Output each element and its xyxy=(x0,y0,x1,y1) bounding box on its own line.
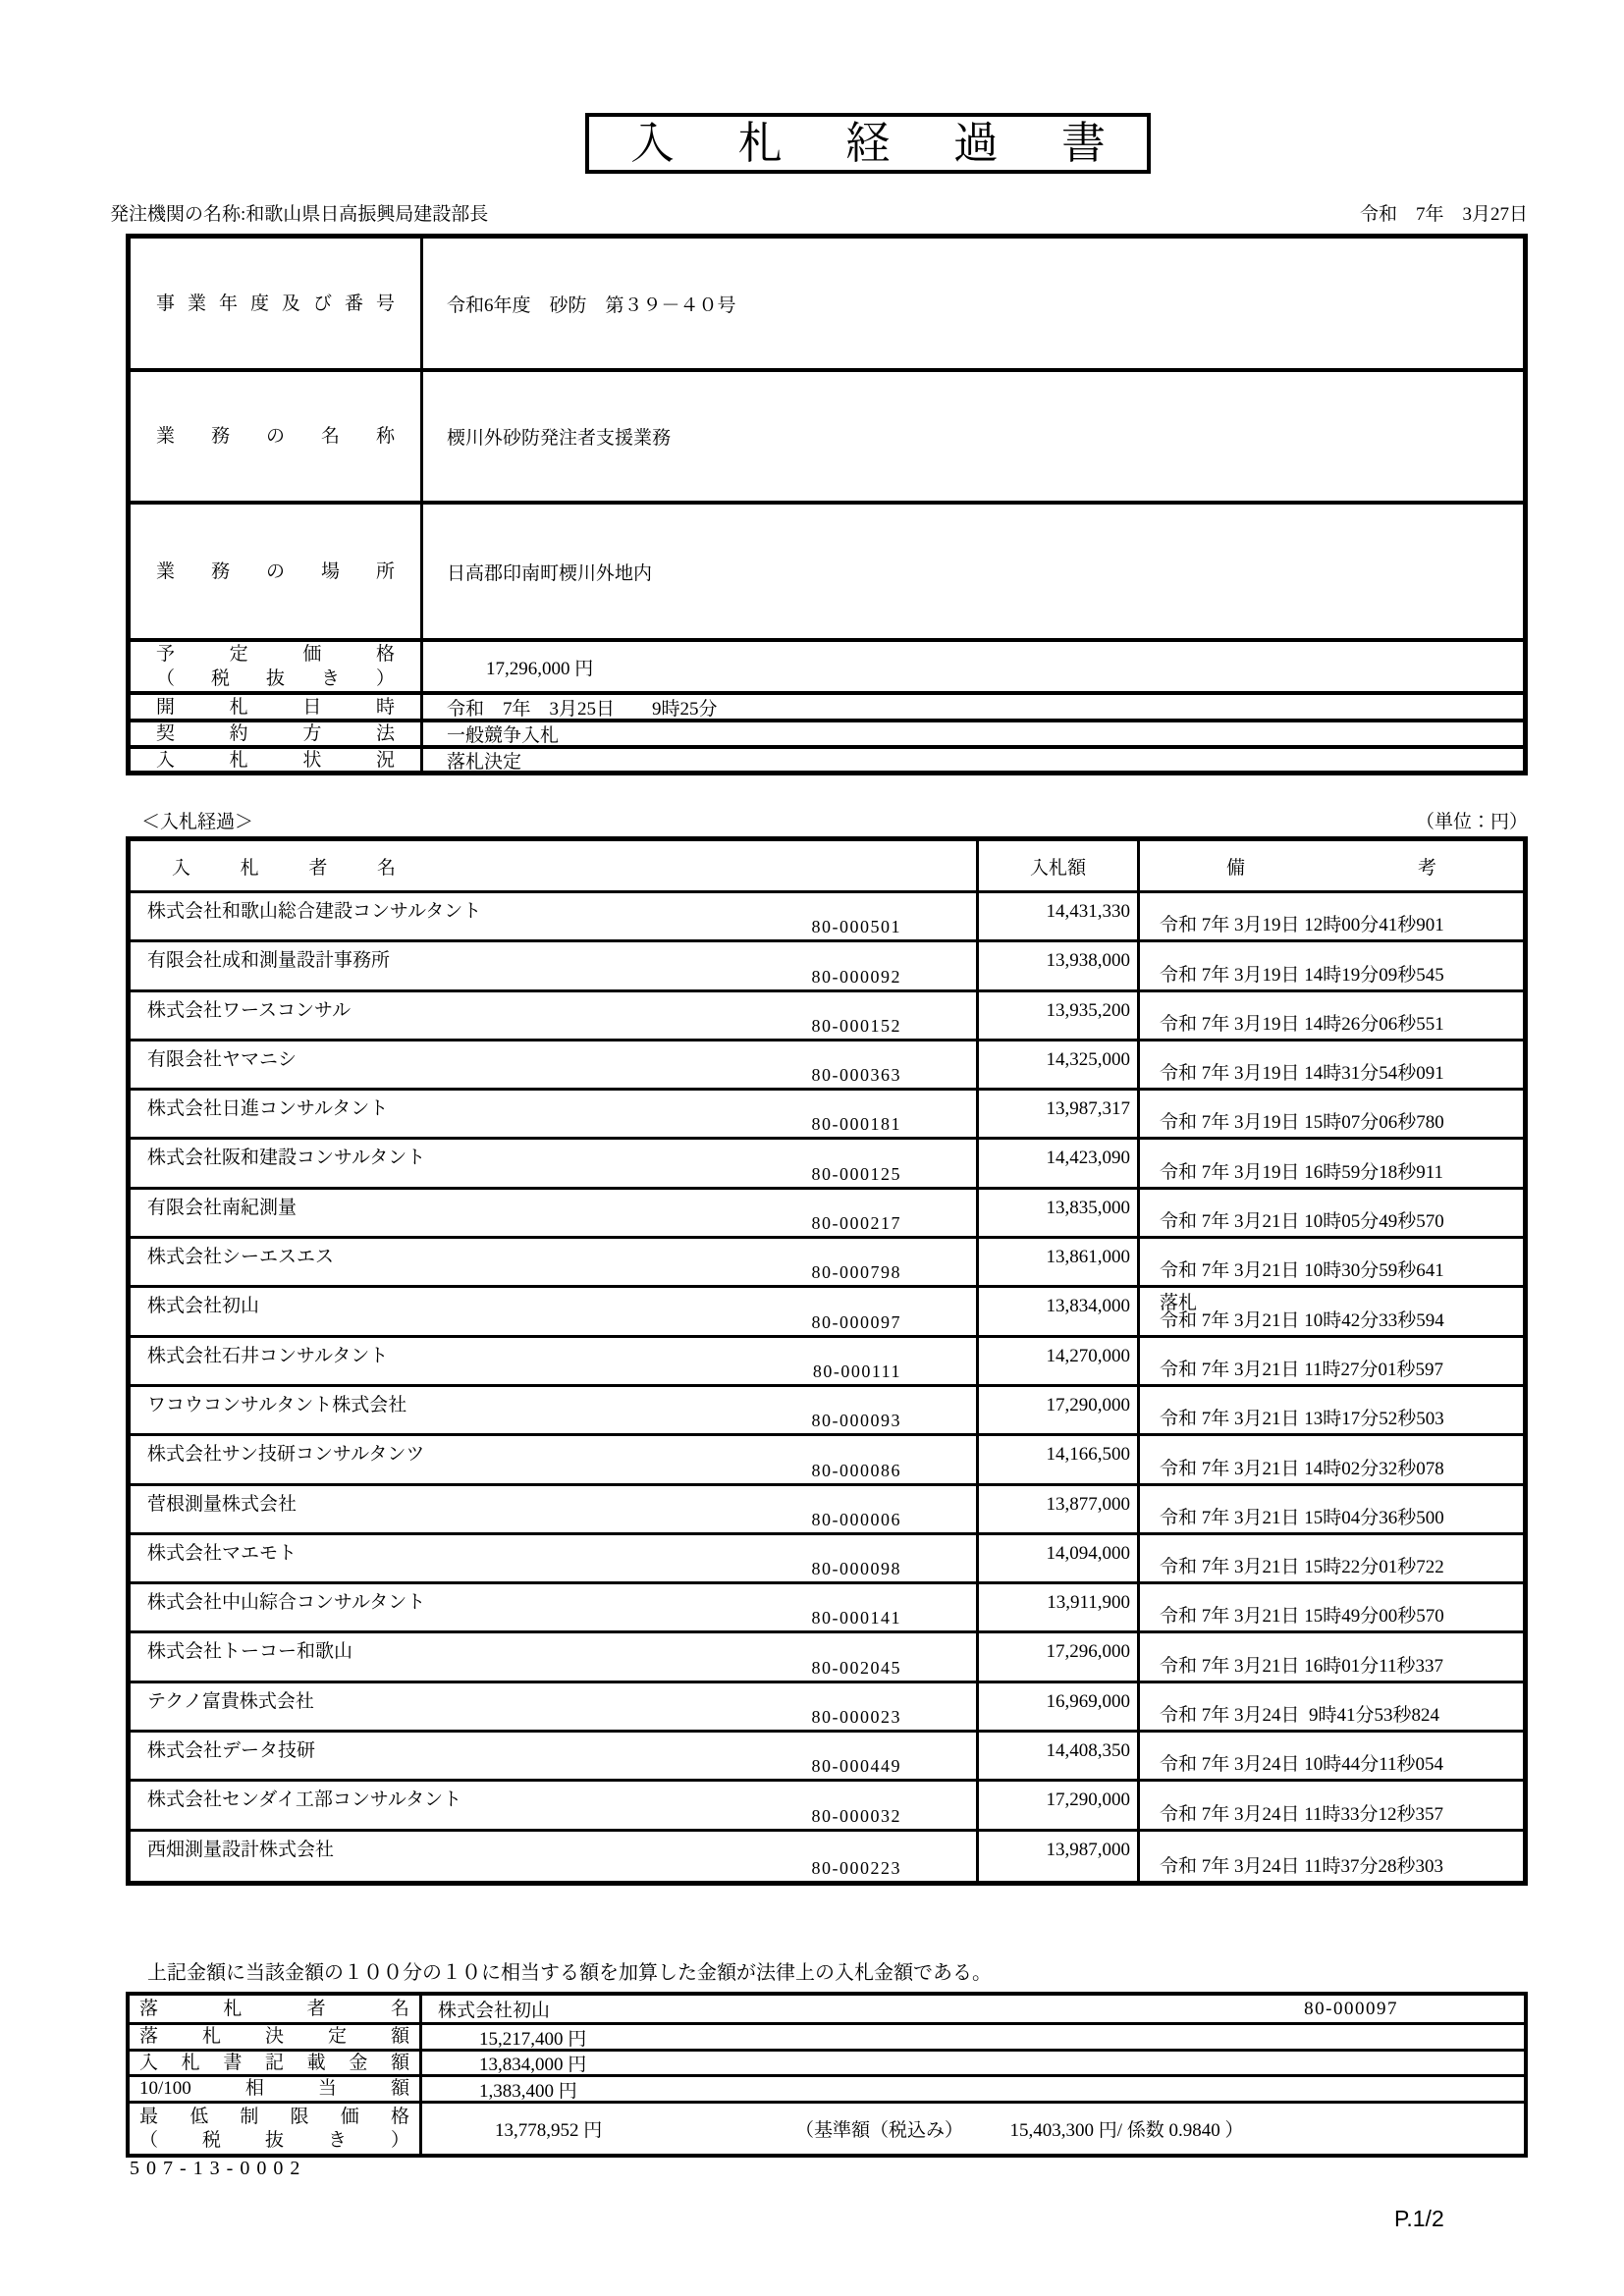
bidder-name: 有限会社南紀測量 xyxy=(147,1197,298,1218)
project-row-opening-datetime xyxy=(131,691,1523,719)
project-label: 開札日時 xyxy=(131,695,423,719)
legal-note: 上記金額に当該金額の１００分の１０に相当する額を加算した金額が法律上の入札金額である。 xyxy=(147,1962,992,1984)
bid-amount: 13,834,000 xyxy=(1046,1296,1130,1317)
bid-remark-cell xyxy=(1140,1288,1523,1334)
bidder-name-cell xyxy=(131,1436,979,1482)
bidder-name-cell xyxy=(131,1486,979,1532)
bid-timestamp: 令和 7年 3月21日 15時49分00秒570 xyxy=(1160,1606,1444,1628)
bid-timestamp: 令和 7年 3月21日 15時22分01秒722 xyxy=(1160,1557,1444,1578)
result-row-ten-percent xyxy=(130,2074,1524,2101)
bidder-code: 80-000023 xyxy=(811,1707,901,1728)
bidder-name-cell xyxy=(131,1535,979,1581)
bid-remark-cell xyxy=(1140,942,1523,988)
bid-table-row xyxy=(131,992,1523,1041)
bid-timestamp: 令和 7年 3月21日 11時27分01秒597 xyxy=(1160,1359,1444,1380)
bidder-code: 80-000092 xyxy=(811,966,901,987)
bidder-name-cell xyxy=(131,1683,979,1730)
bid-table-row xyxy=(131,1486,1523,1535)
minimum-price-value: 13,778,952 円 xyxy=(495,2120,603,2141)
bid-timestamp: 令和 7年 3月21日 16時01分11秒337 xyxy=(1160,1655,1444,1677)
bid-remark-cell xyxy=(1140,1091,1523,1137)
base-amount-note: （基準額（税込み） 15,403,300 円/ 係数 0.9840 ） xyxy=(795,2120,1244,2141)
bidder-name-cell xyxy=(131,1239,979,1285)
bid-table-row xyxy=(131,1683,1523,1733)
result-row-award-amount xyxy=(130,2022,1524,2049)
bid-amount-cell xyxy=(979,1633,1140,1680)
bid-remark-cell xyxy=(1140,1190,1523,1236)
bid-amount-cell xyxy=(979,1338,1140,1384)
bidder-name: 菅根測量株式会社 xyxy=(147,1493,298,1515)
bid-remark-cell xyxy=(1140,1338,1523,1384)
bid-amount: 14,431,330 xyxy=(1046,901,1130,922)
bid-remark-cell xyxy=(1140,1832,1523,1881)
bidder-name: 株式会社シーエスエス xyxy=(147,1247,335,1268)
bid-timestamp: 令和 7年 3月24日 9時41分53秒824 xyxy=(1160,1705,1440,1727)
project-value: 樮川外砂防発注者支援業務 xyxy=(447,428,672,449)
bid-amount-cell xyxy=(979,1239,1140,1285)
bidder-code: 80-000152 xyxy=(811,1015,901,1036)
bidder-name-cell xyxy=(131,1041,979,1088)
bid-remark-cell xyxy=(1140,893,1523,939)
bid-amount: 13,938,000 xyxy=(1046,950,1130,972)
bid-table-row xyxy=(131,1832,1523,1881)
bidder-code: 80-000086 xyxy=(811,1460,901,1480)
bid-amount: 17,296,000 xyxy=(1046,1641,1130,1663)
bid-table-row xyxy=(131,1733,1523,1782)
bidder-name: テクノ富貴株式会社 xyxy=(147,1690,314,1712)
bid-amount: 13,987,317 xyxy=(1046,1098,1130,1120)
bidder-name-cell xyxy=(131,1338,979,1384)
bid-amount-cell xyxy=(979,893,1140,939)
project-row-contract-method xyxy=(131,719,1523,745)
result-label: 落札決定額 xyxy=(130,2025,422,2049)
document-header xyxy=(110,202,1528,228)
bidder-name: 西畑測量設計株式会社 xyxy=(147,1839,335,1860)
bid-table-row xyxy=(131,942,1523,991)
bid-amount: 13,987,000 xyxy=(1046,1839,1130,1860)
bid-amount-cell xyxy=(979,1041,1140,1088)
bid-amount: 14,408,350 xyxy=(1046,1740,1130,1762)
bidder-name-cell xyxy=(131,1140,979,1186)
bid-remark-cell xyxy=(1140,1140,1523,1186)
bidder-code: 80-000098 xyxy=(811,1559,901,1579)
bid-table-body xyxy=(131,893,1523,1881)
bid-timestamp: 令和 7年 3月19日 15時07分06秒780 xyxy=(1160,1112,1444,1134)
bidder-name: 株式会社データ技研 xyxy=(147,1740,316,1762)
bid-section-heading xyxy=(126,807,1528,833)
bidder-name: 株式会社トーコー和歌山 xyxy=(147,1641,353,1663)
document-date: 令和 7年 3月27日 xyxy=(1359,204,1528,225)
ordering-agency: 発注機関の名称:和歌山県日高振興局建設部長 xyxy=(110,204,489,225)
document-code: 507-13-0002 xyxy=(130,2158,307,2179)
project-row-bid-status xyxy=(131,745,1523,771)
bid-remark-cell xyxy=(1140,1239,1523,1285)
bid-remark-cell xyxy=(1140,1584,1523,1630)
bidder-name: 株式会社中山綜合コンサルタント xyxy=(147,1592,426,1614)
document-title-box xyxy=(585,113,1151,174)
bid-amount-cell xyxy=(979,1733,1140,1779)
bidder-name: 有限会社ヤマニシ xyxy=(147,1048,298,1070)
unit-note: （単位：円） xyxy=(1415,812,1528,832)
result-label: 最低制限価格 （ 税 抜 き ） xyxy=(130,2104,422,2154)
result-label: 落札者名 xyxy=(130,1996,422,2022)
bid-amount-cell xyxy=(979,1832,1140,1881)
bidder-code: 80-000217 xyxy=(811,1213,901,1234)
bidder-name-cell xyxy=(131,893,979,939)
bid-amount-cell xyxy=(979,1584,1140,1630)
bidder-name: 株式会社初山 xyxy=(147,1296,260,1317)
bid-amount-cell xyxy=(979,1140,1140,1186)
project-row-fiscal xyxy=(131,239,1523,368)
bid-amount-cell xyxy=(979,1387,1140,1433)
bid-remark-cell xyxy=(1140,1733,1523,1779)
project-label: 業務の場所 xyxy=(131,505,423,638)
bidder-name-cell xyxy=(131,1733,979,1779)
bid-amount-cell xyxy=(979,1683,1140,1730)
bid-table-row xyxy=(131,1190,1523,1239)
award-label: 落札 xyxy=(1160,1293,1198,1314)
bid-amount-cell xyxy=(979,1486,1140,1532)
bid-timestamp: 令和 7年 3月21日 10時42分33秒594 xyxy=(1160,1309,1444,1331)
bidder-name: 有限会社成和測量設計事務所 xyxy=(147,950,391,972)
result-value xyxy=(422,2104,1524,2154)
project-row-planned-price xyxy=(131,638,1523,691)
result-value: 1,383,400 円 xyxy=(479,2080,577,2102)
award-result-table xyxy=(126,1992,1528,2158)
bidder-code: 80-000111 xyxy=(812,1361,901,1381)
bid-remark-cell xyxy=(1140,1782,1523,1828)
col-header-bid-amount: 入札額 xyxy=(979,841,1140,890)
bid-table-row xyxy=(131,1436,1523,1485)
bid-amount: 13,935,200 xyxy=(1046,999,1130,1021)
bid-timestamp: 令和 7年 3月21日 14時02分32秒078 xyxy=(1160,1458,1444,1479)
bidder-name-cell xyxy=(131,942,979,988)
project-value: 令和 7年 3月25日 9時25分 xyxy=(447,698,718,720)
bid-timestamp: 令和 7年 3月19日 14時19分09秒545 xyxy=(1160,964,1444,986)
bid-table-row xyxy=(131,1041,1523,1091)
bid-remark-cell xyxy=(1140,1535,1523,1581)
bidder-name-cell xyxy=(131,1584,979,1630)
bid-amount-cell xyxy=(979,942,1140,988)
bid-remark-cell xyxy=(1140,1436,1523,1482)
bid-remark-cell xyxy=(1140,992,1523,1039)
result-row-winner xyxy=(130,1996,1524,2022)
bid-timestamp: 令和 7年 3月19日 14時26分06秒551 xyxy=(1160,1013,1444,1035)
project-value: 令和6年度 砂防 第３９－４０号 xyxy=(447,294,736,316)
bid-table-header-row xyxy=(131,841,1523,893)
bid-timestamp: 令和 7年 3月19日 16時59分18秒911 xyxy=(1160,1161,1444,1183)
bidder-name-cell xyxy=(131,1091,979,1137)
winner-name: 株式会社初山 xyxy=(438,2001,551,2021)
bid-table xyxy=(126,836,1528,1886)
bid-amount: 14,270,000 xyxy=(1046,1345,1130,1366)
bid-table-row xyxy=(131,1584,1523,1633)
bid-table-row xyxy=(131,1140,1523,1189)
result-label: 入札書記載金額 xyxy=(130,2052,422,2074)
bid-table-row xyxy=(131,1633,1523,1682)
project-label: 予定価格 （ 税 抜 き ） xyxy=(131,642,423,691)
bid-table-row xyxy=(131,1387,1523,1436)
bid-remark-cell xyxy=(1140,1683,1523,1730)
bid-timestamp: 令和 7年 3月19日 14時31分54秒091 xyxy=(1160,1063,1444,1085)
project-label: 事業年度及び番号 xyxy=(131,239,423,368)
bidder-code: 80-000363 xyxy=(811,1065,901,1086)
bid-amount: 13,877,000 xyxy=(1046,1493,1130,1515)
bid-timestamp: 令和 7年 3月24日 11時33分12秒357 xyxy=(1160,1803,1444,1825)
project-value: 落札決定 xyxy=(447,751,522,773)
result-value: 15,217,400 円 xyxy=(479,2028,587,2050)
bid-table-row xyxy=(131,1239,1523,1288)
bid-section-title: ＜入札経過＞ xyxy=(141,812,254,832)
bid-amount: 13,861,000 xyxy=(1046,1247,1130,1268)
bidder-name: 株式会社石井コンサルタント xyxy=(147,1345,389,1366)
bidder-name: 株式会社和歌山総合建設コンサルタント xyxy=(147,901,482,922)
bidder-code: 80-000449 xyxy=(811,1756,901,1777)
project-label: 契約方法 xyxy=(131,722,423,745)
bid-amount: 16,969,000 xyxy=(1046,1690,1130,1712)
project-label: 業務の名称 xyxy=(131,372,423,501)
result-label: 10/100相当額 xyxy=(130,2077,422,2101)
bidder-name: 株式会社ワースコンサル xyxy=(147,999,352,1021)
bidder-code: 80-000223 xyxy=(811,1857,901,1878)
bid-amount-cell xyxy=(979,1288,1140,1334)
bidder-code: 80-000181 xyxy=(811,1114,901,1135)
bidder-name-cell xyxy=(131,1288,979,1334)
bidder-name: 株式会社サン技研コンサルタンツ xyxy=(147,1444,425,1466)
bidder-code: 80-000125 xyxy=(811,1163,901,1184)
bid-amount: 14,166,500 xyxy=(1046,1444,1130,1466)
bid-table-row xyxy=(131,1338,1523,1387)
bidder-code: 80-002045 xyxy=(811,1657,901,1678)
bidder-name: ワコウコンサルタント株式会社 xyxy=(147,1394,407,1415)
result-value: 13,834,000 円 xyxy=(479,2055,587,2075)
bid-remark-cell xyxy=(1140,1387,1523,1433)
bid-remark-cell xyxy=(1140,1633,1523,1680)
bidder-code: 80-000097 xyxy=(811,1311,901,1332)
bidder-name: 株式会社日進コンサルタント xyxy=(147,1098,389,1120)
bid-remark-cell xyxy=(1140,1041,1523,1088)
bidder-code: 80-000501 xyxy=(811,917,901,937)
bid-table-row xyxy=(131,1288,1523,1337)
bidder-code: 80-000798 xyxy=(811,1262,901,1283)
bid-amount: 14,325,000 xyxy=(1046,1048,1130,1070)
bid-amount: 17,290,000 xyxy=(1046,1789,1130,1811)
bid-timestamp: 令和 7年 3月24日 10時44分11秒054 xyxy=(1160,1754,1444,1776)
bidder-name: 株式会社マエモト xyxy=(147,1542,298,1564)
bid-amount-cell xyxy=(979,1190,1140,1236)
bid-amount-cell xyxy=(979,1535,1140,1581)
document-title: 入札経過書 xyxy=(630,119,1106,168)
project-value: 日高郡印南町樮川外地内 xyxy=(447,562,653,584)
result-row-bid-written-amount xyxy=(130,2049,1524,2074)
bidder-name: 株式会社阪和建設コンサルタント xyxy=(147,1148,426,1169)
project-label: 入札状況 xyxy=(131,749,423,771)
col-header-bidder-name: 入札者名 xyxy=(131,841,979,890)
bid-timestamp: 令和 7年 3月21日 10時30分59秒641 xyxy=(1160,1260,1444,1282)
project-info-table xyxy=(126,234,1528,775)
bid-amount: 14,423,090 xyxy=(1046,1148,1130,1169)
bidder-name-cell xyxy=(131,1832,979,1881)
bidder-name-cell xyxy=(131,992,979,1039)
bidder-code: 80-000006 xyxy=(811,1509,901,1529)
project-row-location xyxy=(131,501,1523,638)
bid-timestamp: 令和 7年 3月24日 11時37分28秒303 xyxy=(1160,1855,1444,1877)
col-header-remarks: 備考 xyxy=(1226,857,1436,879)
bid-amount: 14,094,000 xyxy=(1046,1542,1130,1564)
bidder-name-cell xyxy=(131,1190,979,1236)
bidder-name-cell xyxy=(131,1782,979,1828)
bid-timestamp: 令和 7年 3月21日 10時05分49秒570 xyxy=(1160,1211,1444,1233)
bid-amount: 13,911,900 xyxy=(1047,1592,1130,1614)
page-number: P.1/2 xyxy=(1394,2206,1444,2231)
project-value: 一般競争入札 xyxy=(447,725,560,746)
bidder-code: 80-000141 xyxy=(811,1608,901,1629)
bid-amount-cell xyxy=(979,1091,1140,1137)
bidder-name-cell xyxy=(131,1633,979,1680)
bidder-name-cell xyxy=(131,1387,979,1433)
bidder-name: 株式会社センダイ工部コンサルタント xyxy=(147,1789,462,1811)
winner-code: 80-000097 xyxy=(1304,1998,1398,2019)
result-value xyxy=(422,1996,1524,2022)
bid-table-row xyxy=(131,893,1523,942)
project-value: 17,296,000 円 xyxy=(486,658,594,679)
bid-amount-cell xyxy=(979,1436,1140,1482)
bidder-code: 80-000032 xyxy=(811,1805,901,1826)
bid-amount: 17,290,000 xyxy=(1046,1394,1130,1415)
bid-timestamp: 令和 7年 3月21日 15時04分36秒500 xyxy=(1160,1507,1444,1528)
bid-timestamp: 令和 7年 3月19日 12時00分41秒901 xyxy=(1160,915,1444,936)
bid-timestamp: 令和 7年 3月21日 13時17分52秒503 xyxy=(1160,1409,1444,1430)
bid-table-row xyxy=(131,1535,1523,1584)
bidder-code: 80-000093 xyxy=(811,1411,901,1431)
bid-remark-cell xyxy=(1140,1486,1523,1532)
bid-amount-cell xyxy=(979,1782,1140,1828)
bid-table-row xyxy=(131,1091,1523,1140)
result-row-minimum-price xyxy=(130,2101,1524,2154)
bid-amount: 13,835,000 xyxy=(1046,1197,1130,1218)
project-row-name xyxy=(131,368,1523,501)
bid-amount-cell xyxy=(979,992,1140,1039)
bid-table-row xyxy=(131,1782,1523,1831)
